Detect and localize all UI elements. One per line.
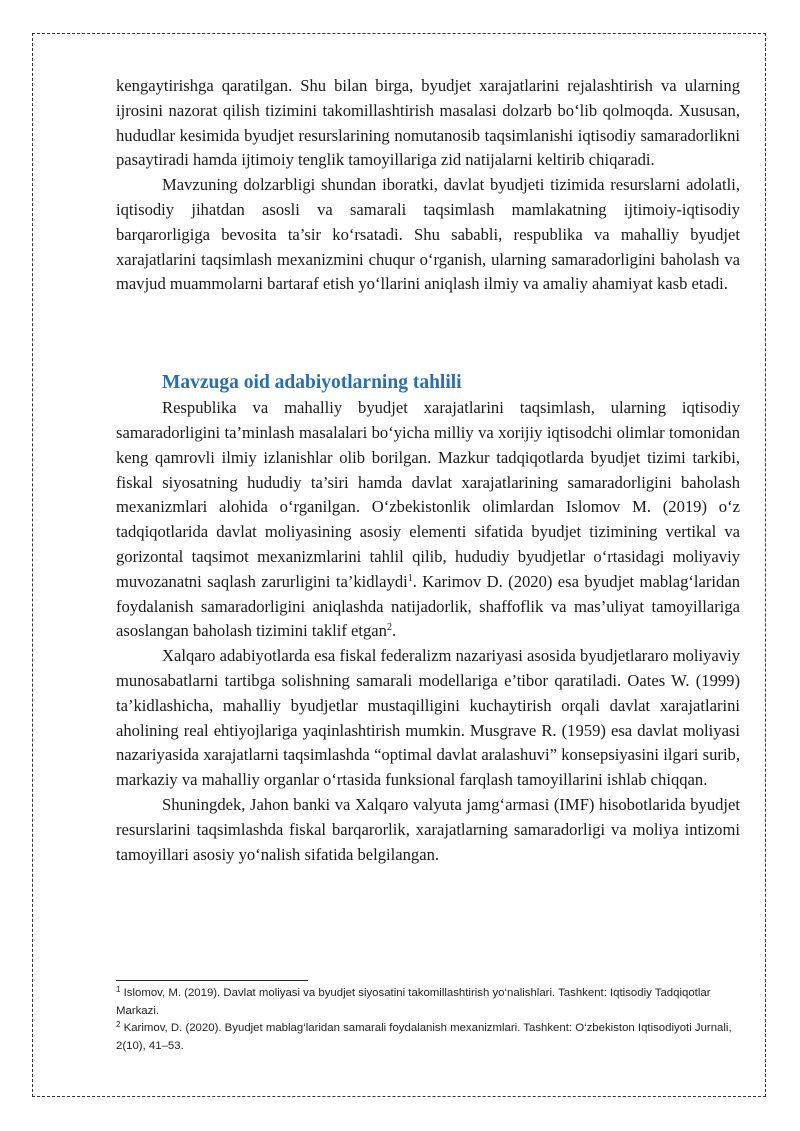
footnote-separator [116,980,308,981]
paragraph-literature-national [116,396,740,644]
paragraph-intro-continuation: kengaytirishga qaratilgan. Shu bilan birga, byudjet xarajatlarini rejalashtirish va ularning ijrosini nazorat qilish tizimini takomillashtirish masalasi dolzarb bo‘lib qolmoqda. Xususan, hududlar kesimida byudjet resurslarining nomutanosib taqsimlanishi iqtisodiy samaradorlikni pasaytiradi hamda ijtimoiy tenglik tamoyillariga zid natijalarni keltirib chiqaradi. [116,76,740,170]
footnotes [116,985,740,1055]
footnote-2 [116,1020,740,1055]
footnote-text: Karimov, D. (2020). Byudjet mablag‘laridan samarali foydalanish mexanizmlari. Tashkent: O‘zbekiston Iqtisodiyoti Jurnali, 2(10), 41–53. [116,1022,732,1052]
footnote-text: Islomov, M. (2019). Davlat moliyasi va byudjet siyosatini takomillashtirish yo‘nalishlari. Tashkent: Iqtisodiy Tadqiqotlar Markazi. [116,987,711,1017]
footnote-number: 2 [116,1020,121,1030]
paragraph-text: . [391,621,397,641]
page-body [116,74,740,867]
paragraph-text: . Karimov D. (2020) esa byudjet mablag‘laridan foydalanish samaradorligini aniqlashda natijadorlik, shaffoflik va mas’uliyat tamoyillariga asoslangan baholash tizimini taklif etgan [116,571,740,641]
section-heading-literature-review: Mavzuga oid adabiyotlarning tahlili [162,372,462,394]
paragraph-relevance: Mavzuning dolzarbligi shundan iboratki, davlat byudjeti tizimida resurslarni adolatli, iqtisodiy jihatdan asosli va samarali taqsimlash mamlakatning ijtimoiy-iqtisodiy barqarorligiga bevosita ta’sir ko‘rsatadi. Shu sababli, respublika va mahalliy byudjet xarajatlarini taqsimlash mexanizmini chuqur o‘rganish, ularning samaradorligini baholash va mavjud muammolarni bartaraf etish yo‘llarini aniqlash ilmiy va amaliy ahamiyat kasb etadi. [116,175,740,294]
footnote-1 [116,985,740,1020]
paragraph-literature-institutions: Shuningdek, Jahon banki va Xalqaro valyuta jamg‘armasi (IMF) hisobotlarida byudjet resurslarini taqsimlashda fiskal barqarorlik, xarajatlarning samaradorligi va moliya intizomi tamoyillari asosiy yo‘nalish sifatida belgilangan. [116,794,740,864]
paragraph-literature-international: Xalqaro adabiyotlarda esa fiskal federalizm nazariyasi asosida byudjetlararo moliyaviy munosabatlarni tartibga solishning samarali modellariga e’tibor qaratiladi. Oates W. (1999) ta’kidlashicha, mahalliy byudjetlar mustaqilligini kuchaytirish orqali davlat xarajatlarini aholining real ehtiyojlariga yaqinlashtirish mumkin. Musgrave R. (1959) esa davlat moliyasi nazariyasida xarajatlarni taqsimlashda “optimal davlat aralashuvi” konsepsiyasini ilgari surib, markaziy va mahalliy organlar o‘rtasida funksional farqlash tamoyillarini ishlab chiqqan. [116,646,740,790]
footnote-ref-2[interactable]: 2 [386,622,392,634]
footnote-ref-1[interactable]: 1 [407,572,413,584]
paragraph-text: Respublika va mahalliy byudjet xarajatlarini taqsimlash, ularning iqtisodiy samaradorligini ta’minlash masalalari bo‘yicha milliy va xorijiy iqtisodchi olimlar tomonidan keng qamrovli ilmiy izlanishlar olib borilgan. Mazkur tadqiqotlarda byudjet tizimi tarkibi, fiskal siyosatning hududiy ta’siri hamda davlat xarajatlarining samaradorligini baholash mexanizmlari alohida o‘rganilgan. O‘zbekistonlik olimlardan Islomov M. (2019) o‘z tadqiqotlarida davlat moliyasining asosiy elementi sifatida byudjet tizimining vertikal va gorizontal taqsimot mexanizmlarini tahlil qilib, hududiy byudjetlar o‘rtasidagi moliyaviy muvozanatni saqlash zarurligini ta’kidlaydi [116,398,740,591]
footnote-number: 1 [116,985,121,994]
